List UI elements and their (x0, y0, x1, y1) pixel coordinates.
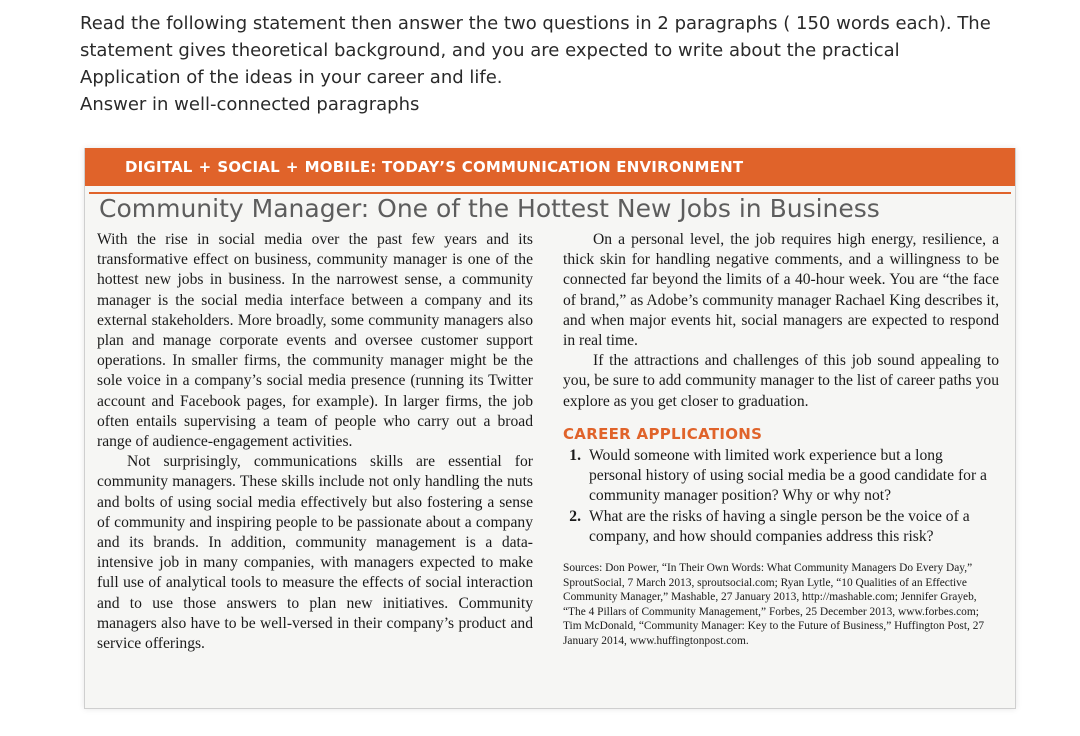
body-paragraph: If the attractions and challenges of this job sound appealing to you, be sure to add community manager to the list of career paths you explore as you get closer to graduation. (563, 352, 999, 410)
section-banner (85, 148, 1015, 186)
right-column (563, 230, 999, 649)
banner-digital: DIGITAL (125, 158, 193, 176)
question-text: Would someone with limited work experience but a long personal history of using social media be a good candidate for a community manager position? Why or why not? (589, 447, 987, 505)
plus-separator: + (285, 158, 299, 176)
body-paragraph: On a personal level, the job requires high energy, resilience, a thick skin for handling negative comments, and a willingness to be connected far beyond the limits of a 40-hour week. You are “the face of brand,” as Adobe’s community manager Rachael King describes it, and when major events hit, social managers are expected to respond in real time. (563, 231, 999, 350)
plus-separator: + (198, 158, 212, 176)
body-paragraph: With the rise in social media over the past few years and its transformative effect on business, community manager is one of the hottest new jobs in business. In the narrowest sense, a community manager is the social media interface between a company and its external stakeholders. More broadly, some community managers also plan and manage corporate events and oversee customer support operations. In smaller firms, the community manager might be the sole voice in a company’s social media presence (running its Twitter account and Facebook pages, for example). In larger firms, the job often entails supervising a team of people who carry out a broad range of audience-engagement activities. (97, 231, 533, 451)
instruction-line: Read the following statement then answer the two questions in 2 paragraphs ( 150 words each). The (80, 13, 991, 34)
career-applications-heading: CAREER APPLICATIONS (563, 424, 763, 443)
question-text: What are the risks of having a single person be the voice of a company, and how should companies address this risk? (589, 507, 970, 545)
question-item (563, 507, 999, 547)
instructions-block (80, 10, 1040, 118)
question-number: 1. (569, 447, 581, 465)
banner-social: SOCIAL (217, 158, 280, 176)
body-paragraph: Not surprisingly, communications skills are essential for community managers. These skills include not only handling the nuts and bolts of using social media effectively but also fostering a sense of community and inspiring people to be passionate about a company and its brands. In addition, community management is a data-intensive job in many companies, with managers expected to make full use of analytical tools to measure the effects of social interaction and to use those answers to plan new initiatives. Community managers also have to be well-versed in their company’s product and service offerings. (97, 453, 533, 653)
instruction-line: statement gives theoretical background, and you are expected to write about the practical (80, 40, 900, 61)
textbook-excerpt-box (84, 148, 1016, 709)
question-number: 2. (569, 507, 581, 525)
instruction-line: Answer in well-connected paragraphs (80, 94, 420, 115)
sources-note: Sources: Don Power, “In Their Own Words: What Community Managers Do Every Day,” SproutSocial, 7 March 2013, sproutsocial.com; Ryan Lytle, “10 Qualities of an Effective Community Manager,” Mashable, 27 January 2013, http://mashable.com; Jennifer Grayeb, “The 4 Pillars of Community Management,” Forbes, 25 December 2013, www.forbes.com; Tim McDonald, “Community Manager: Key to the Future of Business,” Huffington Post, 27 January 2014, www.huffingtonpost.com. (563, 562, 985, 648)
question-item (563, 446, 999, 507)
banner-mobile: MOBILE: TODAY’S COMMUNICATION ENVIRONMENT (304, 158, 744, 176)
instruction-line: Application of the ideas in your career and life. (80, 67, 503, 88)
left-column (97, 230, 533, 654)
question-list (563, 446, 999, 547)
article-headline: Community Manager: One of the Hottest New Jobs in Business (99, 194, 880, 223)
